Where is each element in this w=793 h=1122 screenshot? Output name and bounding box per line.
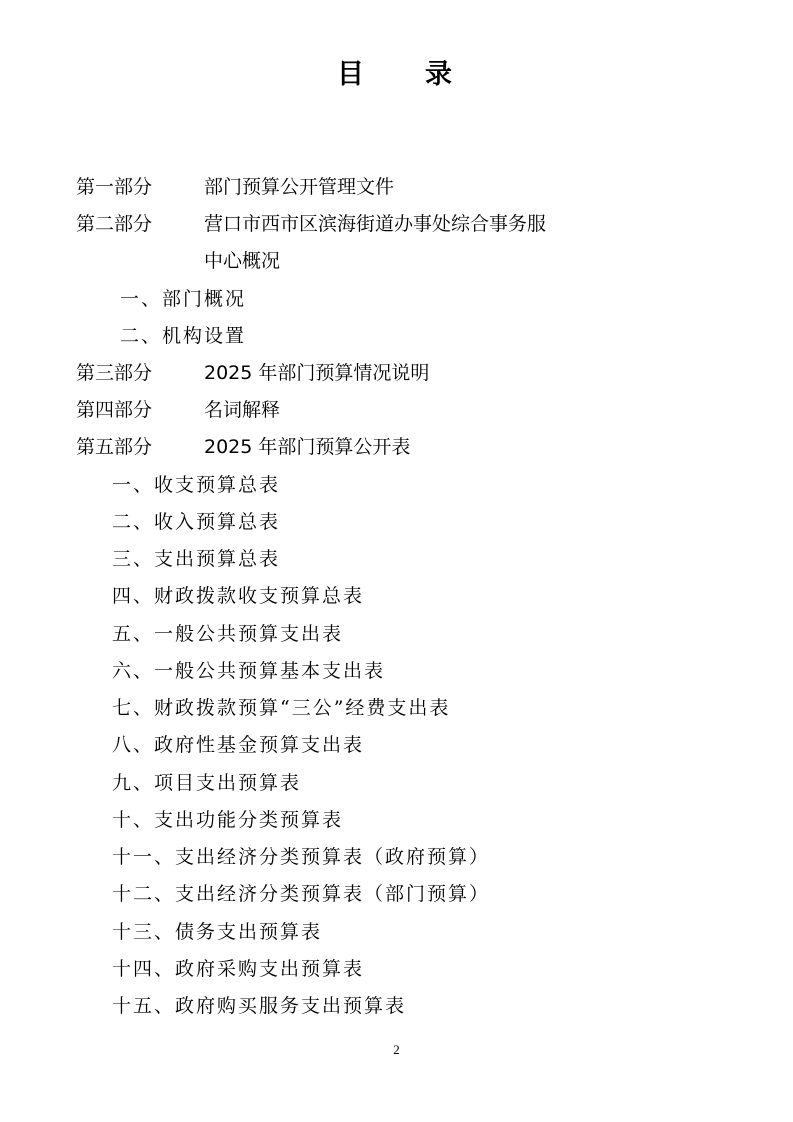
toc-table-item: 十四、政府采购支出预算表 xyxy=(112,958,365,980)
toc-part-label: 第五部分 xyxy=(76,436,153,458)
toc-title xyxy=(0,52,793,92)
toc-part-title: 2025 年部门预算情况说明 xyxy=(204,362,430,384)
toc-table-item: 十二、支出经济分类预算表（部门预算） xyxy=(112,883,491,905)
toc-part-label: 第二部分 xyxy=(76,213,153,235)
toc-part-label: 第三部分 xyxy=(76,362,153,384)
toc-table-item: 十、支出功能分类预算表 xyxy=(112,809,344,831)
page-number: 2 xyxy=(393,1042,400,1057)
toc-table-item: 四、财政拨款收支预算总表 xyxy=(112,585,365,607)
toc-table-item: 五、一般公共预算支出表 xyxy=(112,623,344,645)
toc-table-item: 十三、债务支出预算表 xyxy=(112,921,323,943)
toc-table-item: 三、支出预算总表 xyxy=(112,548,281,570)
toc-table-item: 六、一般公共预算基本支出表 xyxy=(112,660,386,682)
toc-table-item: 八、政府性基金预算支出表 xyxy=(112,734,365,756)
toc-part-title: 名词解释 xyxy=(204,399,281,421)
toc-part-label: 第一部分 xyxy=(76,176,153,198)
toc-table-item: 七、财政拨款预算“三公”经费支出表 xyxy=(112,697,451,719)
toc-title-char-1: 目 xyxy=(337,59,364,90)
toc-table-item: 一、收支预算总表 xyxy=(112,474,281,496)
toc-table-item: 十五、政府购买服务支出预算表 xyxy=(112,995,407,1017)
toc-title-char-2: 录 xyxy=(425,59,452,90)
toc-part-title: 2025 年部门预算公开表 xyxy=(204,436,411,458)
toc-subitem: 二、机构设置 xyxy=(120,325,247,347)
toc-part-title: 营口市西市区滨海街道办事处综合事务服 xyxy=(204,213,547,235)
toc-part-2-title-continued: 中心概况 xyxy=(204,250,281,272)
toc-part-label: 第四部分 xyxy=(76,399,153,421)
toc-table-item: 九、项目支出预算表 xyxy=(112,772,302,794)
toc-table-item: 二、收入预算总表 xyxy=(112,511,281,533)
toc-table-item: 十一、支出经济分类预算表（政府预算） xyxy=(112,846,491,868)
toc-subitem: 一、部门概况 xyxy=(120,288,247,310)
toc-part-title: 部门预算公开管理文件 xyxy=(204,176,395,198)
